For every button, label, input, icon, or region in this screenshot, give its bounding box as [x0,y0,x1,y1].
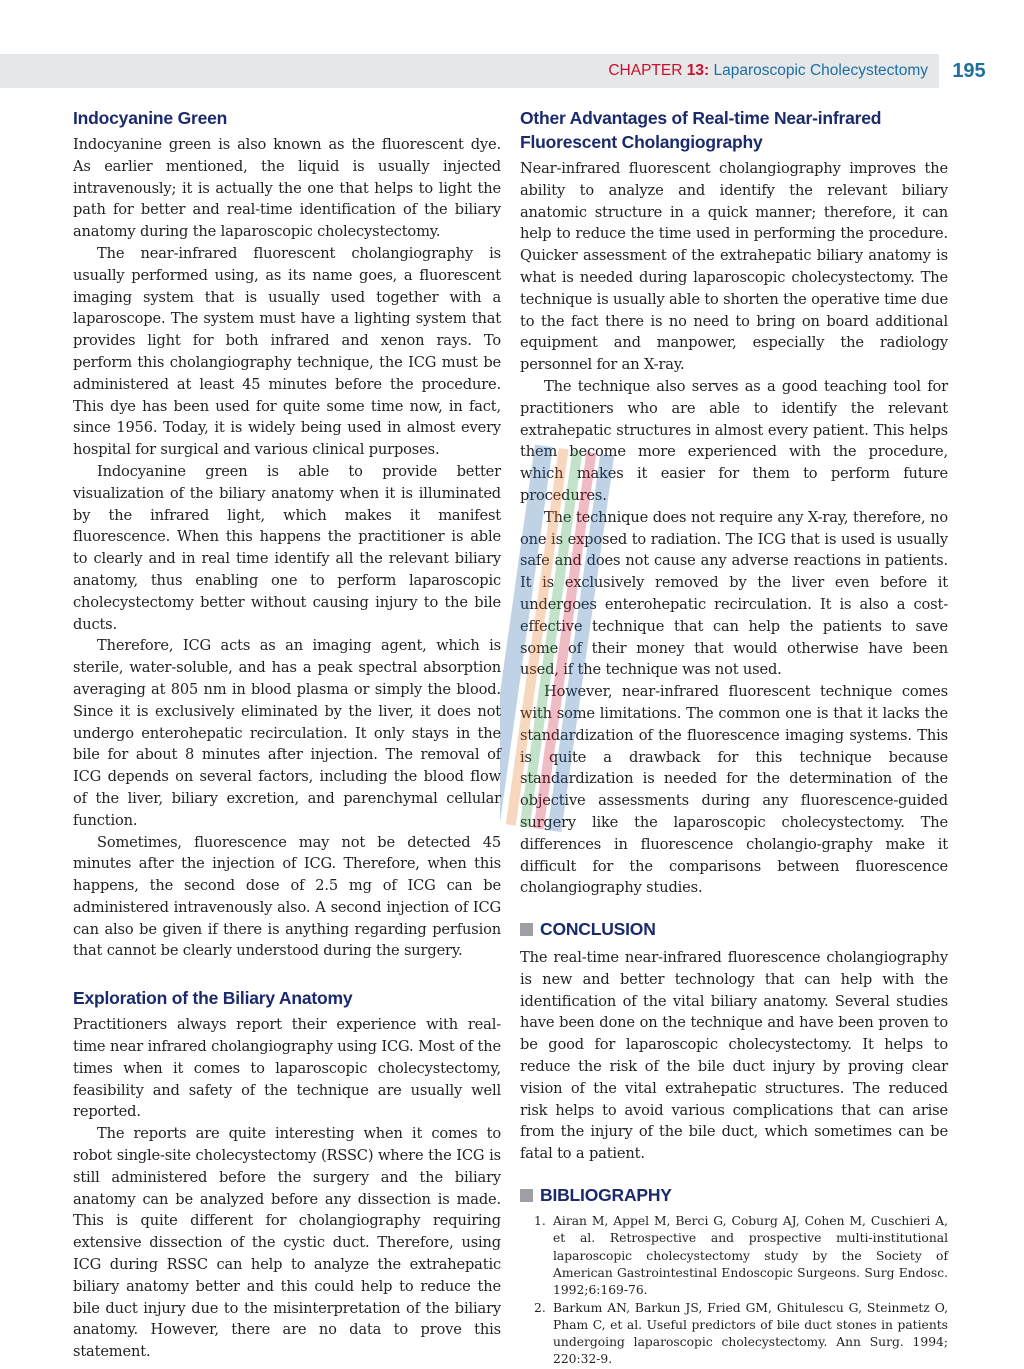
conclusion-label: CONCLUSION [540,919,656,940]
paragraph: The technique also serves as a good teaching tool for practitioners who are able to identify the relevant extrahepatic structures in almost every patient. This helps them become more experienced with the procedure, which makes it easier for them to perform future procedures. [520,377,948,504]
chapter-heading [608,62,928,80]
left-column [73,106,501,1363]
section-title-indocyanine-green: Indocyanine Green [73,108,228,128]
paragraph: Therefore, ICG acts as an imaging agent, which is sterile, water-soluble, and has a peak spectral absorption averaging at 805 nm in blood plasma or simply the blood. Since it is exclusively eliminated by the liver, it does not undergo enterohepatic recirculation. It only stays in the bile for about 8 minutes after injection. The removal of ICG depends on several factors, including the blood flow of the liver, biliary excretion, and parenchymal cellular function. [73,637,501,829]
paragraph: Sometimes, fluorescence may not be detected 45 minutes after the injection of ICG. Therefore, when this happens, the second dose of 2.5 mg of ICG can be administered intravenously also. A second injection of ICG can also be given if there is anything regarding perfusion that cannot be clearly understood during the surgery. [73,833,501,960]
paragraph: Indocyanine green is also known as the fluorescent dye. As earlier mentioned, the liquid is usually injected intravenously; it is actually the one that helps to light the path for better and real-time identification of the biliary anatomy during the laparoscopic cholecystectomy. [73,136,501,241]
paragraph: The near-infrared fluorescent cholangiography is usually performed using, as its name goes, a fluorescent imaging system that is usually used together with a laparoscope. The system must have a lighting system that provides light for both infrared and xenon rays. To perform this cholangiography technique, the ICG must be administered at least 45 minutes before the procedure. This dye has been used for quite some time now, in fact, since 1956. Today, it is widely being used in almost every hospital for surgical and various clinical purposes. [73,244,501,459]
bibliography-item: 1. Airan M, Appel M, Berci G, Coburg AJ, Cohen M, Cuschieri A, et al. Retrospective and prospective multi-institutional laparoscopic cholecystectomy study by the Society of American Gastrointestinal Endoscopic Surgeons. Surg Endosc. 1992;6:169-76. [534,1214,948,1298]
chapter-number: 13: [686,62,710,79]
section-square-icon [520,1189,533,1202]
page-number: 195 [952,60,986,82]
paragraph: The technique does not require any X-ray, therefore, no one is exposed to radiation. The ICG that is used is usually safe and does not cause any adverse reactions in patients. It is exclusively removed by the liver even before it undergoes enterohepatic recirculation. It is also a cost-effective technique that can help the patients to save some of their money that would otherwise have been used, if the technique was not used. [520,508,948,679]
section-title-conclusion [520,917,948,941]
paragraph: The real-time near-infrared fluorescence cholangiography is new and better technology that can help with the identification of the vital biliary anatomy. Several studies have been done on the technique and have been proven to be good for laparoscopic cholecystectomy. It helps to reduce the risk of the bile duct injury by proving clear vision of the vital extrahepatic structures. The reduced risk helps to avoid various complications that can arise from the injury of the bile duct, which sometimes can be fatal to a patient. [520,949,948,1163]
right-column [520,106,948,1369]
bibliography-list [520,1213,948,1369]
chapter-label: CHAPTER [608,62,683,79]
section-title-other-advantages: Other Advantages of Real-time Near-infrared Fluorescent Cholangiography [520,108,882,152]
paragraph: The reports are quite interesting when it comes to robot single-site cholecystectomy (RSSC) where the ICG is still administered before the surgery and the biliary anatomy can be analyzed before any dissection is made. This is quite different for cholangiography requiring extensive dissection of the cystic duct. Therefore, using ICG during RSSC can help to analyze the extrahepatic biliary anatomy better and this could help to reduce the bile duct injury due to the misinterpretation of the biliary anatomy. However, there are no data to prove this statement. [73,1125,501,1361]
paragraph: However, near-infrared fluorescent technique comes with some limitations. The common one is that it lacks the standardization of the fluorescence imaging systems. This is quite a drawback for this technique because standardization is needed for the determination of the objective assessments during any fluorescence-guided surgery like the laparoscopic cholecystectomy. The differences in fluorescence cholangio-graphy make it difficult for the comparisons between fluorescence cholangiography studies. [520,683,948,897]
bibliography-label: BIBLIOGRAPHY [540,1185,672,1206]
chapter-title: Laparoscopic Cholecystectomy [713,62,928,79]
bibliography-item: 2. Barkum AN, Barkun JS, Fried GM, Ghitulescu G, Steinmetz O, Pham C, et al. Useful predictors of bile duct stones in patients undergoing laparoscopic cholecystectomy. Ann Surg. 1994; 220:32-9. [534,1300,948,1367]
paragraph: Indocyanine green is able to provide better visualization of the biliary anatomy when it is illuminated by the infrared light, which makes it manifest fluorescence. When this happens the practitioner is able to clearly and in real time identify all the relevant biliary anatomy, thus enabling one to perform laparoscopic cholecystectomy better without causing injury to the bile ducts. [73,462,501,633]
paragraph: Practitioners always report their experience with real-time near infrared cholangiography using ICG. Most of the times when it comes to laparoscopic cholecystectomy, feasibility and safety of the technique are usually well reported. [73,1016,501,1121]
section-title-bibliography [520,1183,948,1207]
section-title-exploration: Exploration of the Biliary Anatomy [73,988,353,1009]
section-square-icon [520,923,533,936]
paragraph: Near-infrared fluorescent cholangiography improves the ability to analyze and identify the relevant biliary anatomic structure in a quick manner; therefore, it can help to reduce the time used in performing the procedure. Quicker assessment of the extrahepatic biliary anatomy is what is needed during laparoscopic cholecystectomy. The technique is usually able to shorten the operative time due to the fact there is no need to bring on board additional equipment and manpower, especially the radiology personnel for an X-ray. [520,160,948,374]
